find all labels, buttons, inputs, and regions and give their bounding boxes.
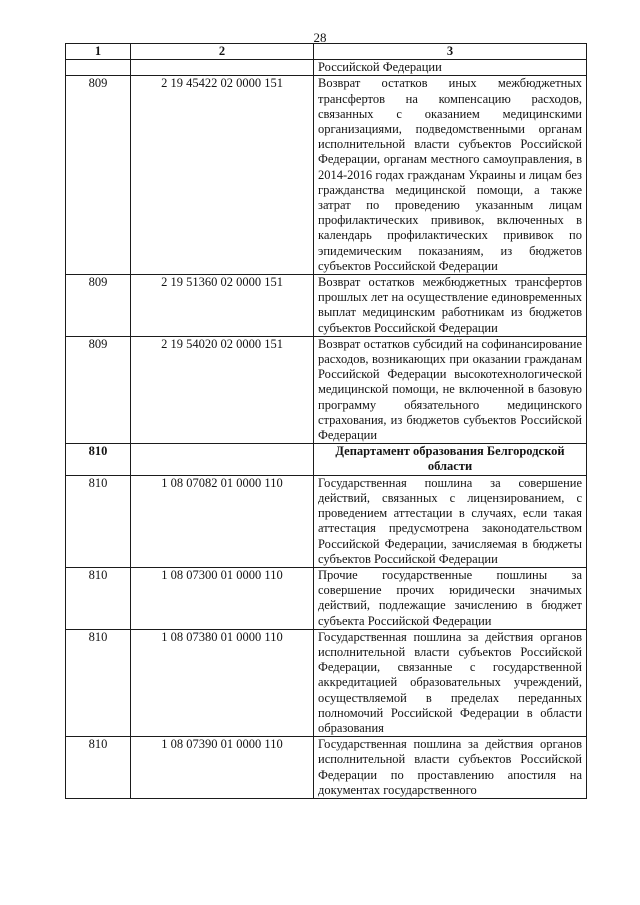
table-row (66, 475, 587, 567)
revenue-code-cell: 2 19 51360 02 0000 151 (131, 275, 314, 337)
description-cell: Государственная пошлина за действия органов исполнительной власти субъектов Российской Федерации, связанные с государственной аккредитацией образовательных учреждений, осуществляемой в пределах переданных полномочий Российской Федерации в области образования (314, 629, 587, 736)
admin-code-cell: 810 (66, 567, 131, 629)
table-row (66, 60, 587, 76)
description-cell: Возврат остатков иных межбюджетных трансфертов на компенсацию расходов, связанных с оказанием медицинскими организациями, подведомственными органам исполнительной власти субъектов Российской Федерации, органам местного самоуправления, в 2014-2016 годах гражданам Украины и лицам без гражданства медицинской помощи, а также затрат по проведению указанным лицам профилактических прививок, включенных в календарь профилактических прививок по эпидемическим показаниям, из бюджетов субъектов Российской Федерации (314, 76, 587, 275)
table-row (66, 76, 587, 275)
column-header-1: 1 (66, 44, 131, 60)
admin-code-cell: 809 (66, 76, 131, 275)
description-cell: Государственная пошлина за действия органов исполнительной власти субъектов Российской Федерации по проставлению апостиля на документах государственного (314, 737, 587, 799)
department-name-cell: Департамент образования Белгородской области (314, 444, 587, 475)
table-row (66, 629, 587, 736)
revenue-code-cell (131, 60, 314, 76)
table-row (66, 737, 587, 799)
revenue-code-cell: 1 08 07300 01 0000 110 (131, 567, 314, 629)
column-header-2: 2 (131, 44, 314, 60)
description-cell: Государственная пошлина за совершение действий, связанных с лицензированием, с проведением аттестации в случаях, если такая аттестация предусмотрена законодательством Российской Федерации, зачисляемая в бюджеты субъектов Российской Федерации (314, 475, 587, 567)
revenue-code-cell: 2 19 54020 02 0000 151 (131, 336, 314, 443)
revenue-code-cell: 1 08 07082 01 0000 110 (131, 475, 314, 567)
page-number: 28 (313, 30, 327, 45)
table-row (66, 567, 587, 629)
admin-code-cell: 809 (66, 336, 131, 443)
revenue-codes-table (65, 43, 587, 799)
department-header-row (66, 444, 587, 475)
admin-code-cell: 810 (66, 444, 131, 475)
description-cell: Российской Федерации (314, 60, 587, 76)
revenue-code-cell: 2 19 45422 02 0000 151 (131, 76, 314, 275)
table-row (66, 275, 587, 337)
revenue-code-cell (131, 444, 314, 475)
admin-code-cell: 810 (66, 475, 131, 567)
description-cell: Возврат остатков межбюджетных трансфертов прошлых лет на осуществление единовременных выплат медицинским работникам из бюджетов субъектов Российской Федерации (314, 275, 587, 337)
admin-code-cell: 810 (66, 737, 131, 799)
revenue-code-cell: 1 08 07380 01 0000 110 (131, 629, 314, 736)
column-header-3: 3 (314, 44, 587, 60)
table-row (66, 336, 587, 443)
description-cell: Возврат остатков субсидий на софинансирование расходов, возникающих при оказании гражданам Российской Федерации высокотехнологической медицинской помощи, не включенной в базовую программу обязательного медицинского страхования, из бюджетов субъектов Российской Федерации (314, 336, 587, 443)
table-header-row (66, 44, 587, 60)
admin-code-cell: 810 (66, 629, 131, 736)
admin-code-cell: 809 (66, 275, 131, 337)
description-cell: Прочие государственные пошлины за совершение прочих юридически значимых действий, подлежащие зачислению в бюджет субъекта Российской Федерации (314, 567, 587, 629)
admin-code-cell (66, 60, 131, 76)
revenue-code-cell: 1 08 07390 01 0000 110 (131, 737, 314, 799)
